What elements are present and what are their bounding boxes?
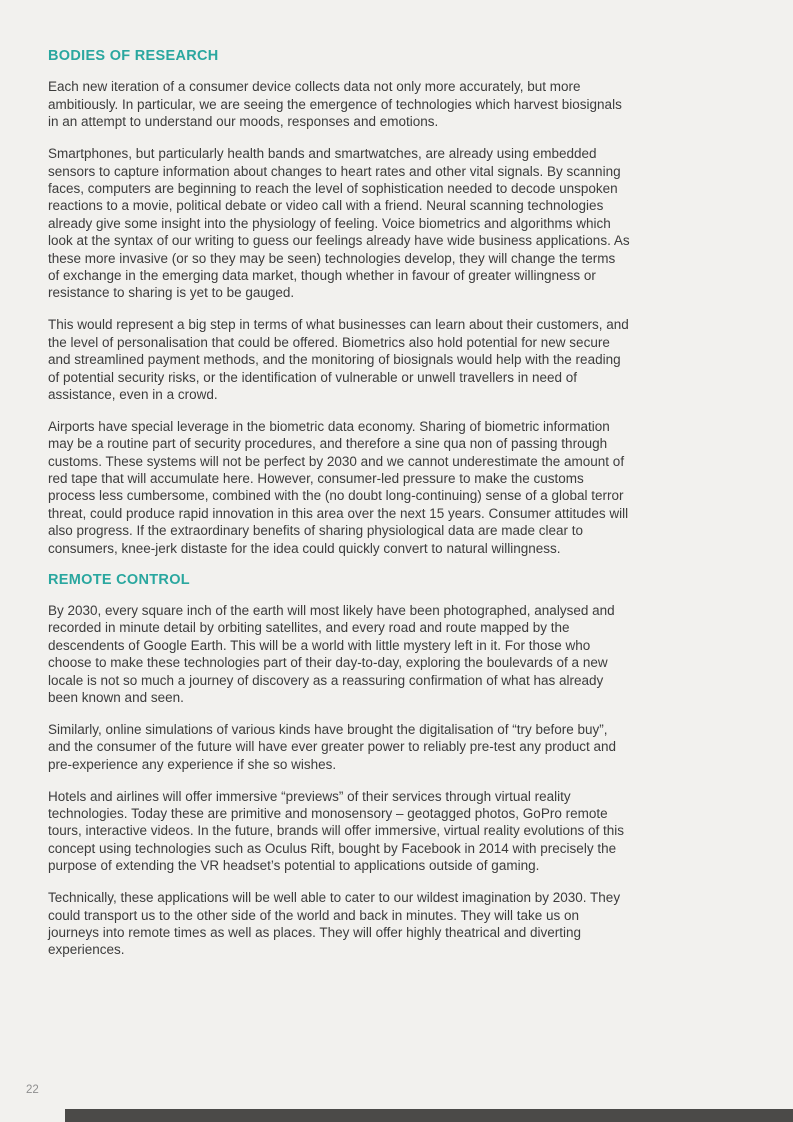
page-number: 22 [26, 1084, 39, 1096]
paragraph: By 2030, every square inch of the earth will most likely have been photographed, analysed and recorded in minute detail by orbiting satellites, and every road and route mapped by the descendents of Google Earth. This will be a world with little mystery left in it. For those who choose to make these technologies part of their day-to-day, exploring the boulevards of a new locale is not so much a journey of discovery as a reassuring confirmation of what has already been known and seen. [48, 602, 615, 705]
section-heading: BODIES OF RESEARCH [48, 48, 219, 64]
paragraph: Smartphones, but particularly health bands and smartwatches, are already using embedded sensors to capture information about changes to heart rates and other vital signals. By scanning faces, computers are beginning to reach the level of sophistication needed to decode unspoken reactions to a movie, political debate or video call with a friend. Neural scanning technologies already give some insight into the physiology of feeling. Voice biometrics and algorithms which look at the syntax of our writing to guess our feelings already have wide business applications. As these more invasive (or so they may be seen) technologies develop, they will change the terms of exchange in the emerging data market, though whether in favour of greater willingness or resistance to sharing is yet to be gauged. [48, 146, 630, 301]
section-bodies-of-research [48, 48, 630, 557]
page-content [48, 44, 630, 973]
paragraph: Similarly, online simulations of various kinds have brought the digitalisation of “try before buy”, and the consumer of the future will have ever greater power to reliably pre-test any product and pre-experience any experience if she so wishes. [48, 721, 617, 772]
paragraph: Hotels and airlines will offer immersive “previews” of their services through virtual reality technologies. Today these are primitive and monosensory – geotagged photos, GoPro remote tours, interactive videos. In the future, brands will offer immersive, virtual reality evolutions of this concept using technologies such as Oculus Rift, bought by Facebook in 2014 with precisely the purpose of extending the VR headset’s potential to applications outside of gaming. [48, 788, 624, 874]
paragraph: This would represent a big step in terms of what businesses can learn about their customers, and the level of personalisation that could be offered. Biometrics also hold potential for new secure and streamlined payment methods, and the monitoring of biosignals would help with the reading of potential security risks, or the identification of vulnerable or unwell travellers in need of assistance, even in a crowd. [48, 317, 629, 402]
paragraph: Airports have special leverage in the biometric data economy. Sharing of biometric information may be a routine part of security procedures, and therefore a sine qua non of passing through customs. These systems will not be perfect by 2030 and we cannot underestimate the amount of red tape that will accumulate here. However, consumer-led pressure to make the customs process less cumbersome, combined with the (no doubt long-continuing) sense of a global terror threat, could produce rapid innovation in this area over the next 15 years. Consumer attitudes will also progress. If the extraordinary benefits of sharing physiological data are made clear to consumers, knee-jerk distaste for the idea could quickly convert to natural willingness. [48, 418, 629, 556]
paragraph: Each new iteration of a consumer device collects data not only more accurately, but more ambitiously. In particular, we are seeing the emergence of technologies which harvest biosignals in an attempt to understand our moods, responses and emotions. [48, 79, 622, 130]
section-heading: REMOTE CONTROL [48, 571, 190, 588]
section-remote-control [48, 572, 630, 959]
page-bottom-bar [65, 1109, 793, 1122]
paragraph: Technically, these applications will be well able to cater to our wildest imagination by 2030. They could transport us to the other side of the world and back in minutes. They will take us on journeys into remote times as well as places. They will offer highly theatrical and diverting experiences. [48, 890, 621, 958]
